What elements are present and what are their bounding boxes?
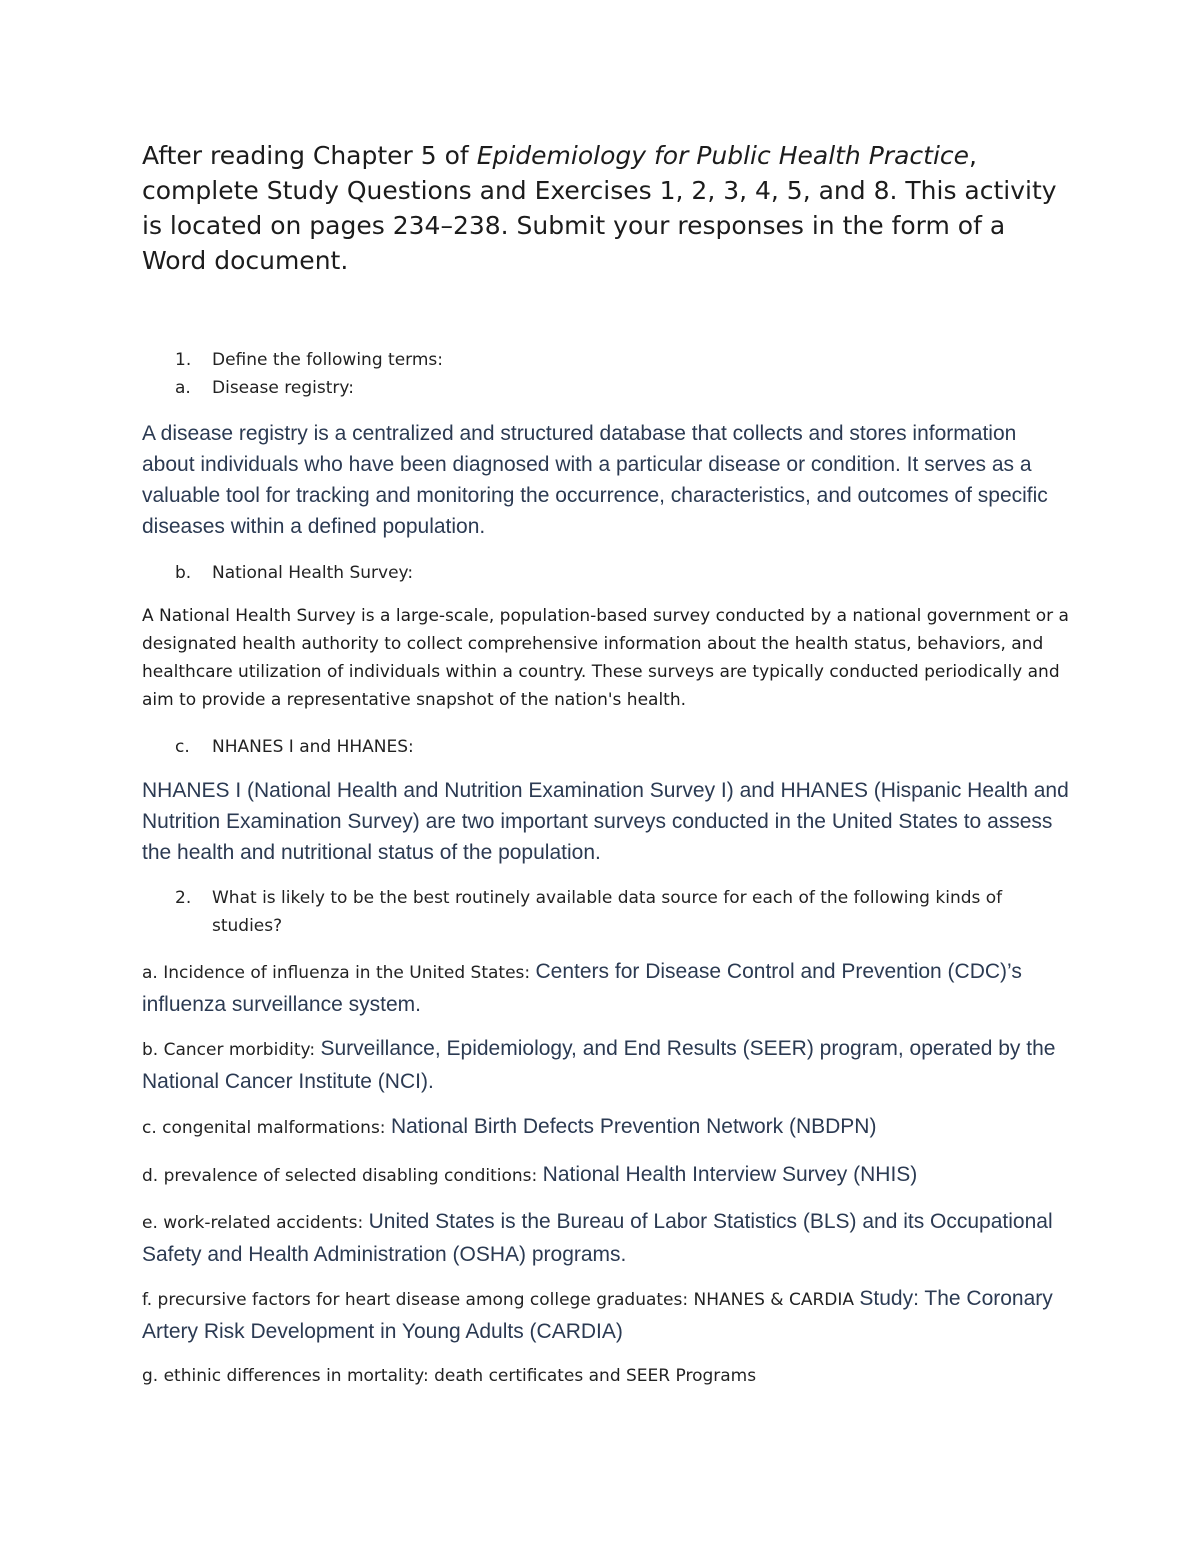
- assignment-instructions: [142, 138, 1062, 278]
- question-2-number: 2.: [175, 888, 192, 908]
- question-2-text: What is likely to be the best routinely available data source for each of the following kinds of studies?: [212, 888, 1003, 936]
- question-2c-prompt: c. congenital malformations:: [142, 1118, 391, 1138]
- answer-1b: A National Health Survey is a large-scale, population-based survey conducted by a national government or a designated health authority to collect comprehensive information about the health status, behaviors, and healthcare utilization of individuals within a country. These surveys are typically conducted periodically and aim to provide a representative snapshot of the nation's health.: [142, 606, 1069, 710]
- question-2d: [142, 1159, 1072, 1192]
- question-1-number: 1.: [175, 350, 192, 370]
- question-2f: [142, 1283, 1072, 1348]
- question-1c-term: NHANES I and HHANES:: [212, 737, 414, 757]
- question-1c-marker: c.: [175, 737, 190, 757]
- question-1c: [175, 733, 1055, 761]
- question-2: [175, 884, 1055, 940]
- question-1b-term: National Health Survey:: [212, 563, 414, 583]
- question-1a-term: Disease registry:: [212, 378, 354, 398]
- question-1b: [175, 559, 1055, 587]
- answer-1a: A disease registry is a centralized and structured database that collects and stores information about individuals who have been diagnosed with a particular disease or condition. It serves as a valuable tool for tracking and monitoring the occurrence, characteristics, and outcomes of specific diseases within a defined population.: [142, 422, 1048, 538]
- answer-2b: Surveillance, Epidemiology, and End Results (SEER) program, operated by the National Cancer Institute (NCI).: [142, 1037, 1056, 1093]
- question-2g-prompt: g. ethinic differences in mortality: death certificates and SEER Programs: [142, 1366, 757, 1386]
- question-2g: [142, 1360, 1072, 1392]
- question-2e: [142, 1206, 1072, 1271]
- question-2b: [142, 1033, 1072, 1098]
- answer-2c: National Birth Defects Prevention Network (NBDPN): [390, 1115, 877, 1138]
- question-2f-prompt: f. precursive factors for heart disease among college graduates: NHANES & CARDIA: [142, 1290, 860, 1310]
- question-1-text: Define the following terms:: [212, 350, 443, 370]
- answer-2a: Centers for Disease Control and Prevention (CDC)’s influenza surveillance system.: [142, 960, 1022, 1016]
- question-2b-prompt: b. Cancer morbidity:: [142, 1040, 321, 1060]
- question-1a-marker: a.: [175, 378, 191, 398]
- instructions-part-2: , complete Study Questions and Exercises 1, 2, 3, 4, 5, and 8. This activity is located on pages 234–238. Submit your responses in the form of a Word document.: [142, 141, 1057, 275]
- question-1: [175, 346, 1055, 374]
- question-2a: [142, 956, 1072, 1021]
- answer-2e: United States is the Bureau of Labor Statistics (BLS) and its Occupational Safety and Health Administration (OSHA) programs.: [142, 1210, 1053, 1266]
- question-1a: [175, 374, 1055, 402]
- book-title: Epidemiology for Public Health Practice: [476, 141, 970, 170]
- question-2d-prompt: d. prevalence of selected disabling conditions:: [142, 1166, 543, 1186]
- answer-1c: NHANES I (National Health and Nutrition Examination Survey I) and HHANES (Hispanic Health and Nutrition Examination Survey) are two important surveys conducted in the United States to assess the health and nutritional status of the population.: [142, 779, 1069, 864]
- question-2c: [142, 1111, 1072, 1144]
- question-2a-prompt: a. Incidence of influenza in the United States:: [142, 963, 536, 983]
- answer-2d: National Health Interview Survey (NHIS): [542, 1163, 918, 1186]
- instructions-part-1: After reading Chapter 5 of: [142, 141, 477, 170]
- question-1b-marker: b.: [175, 563, 192, 583]
- question-2e-prompt: e. work-related accidents:: [142, 1213, 369, 1233]
- answer-2f: Study: The Coronary Artery Risk Development in Young Adults (CARDIA): [142, 1287, 1053, 1343]
